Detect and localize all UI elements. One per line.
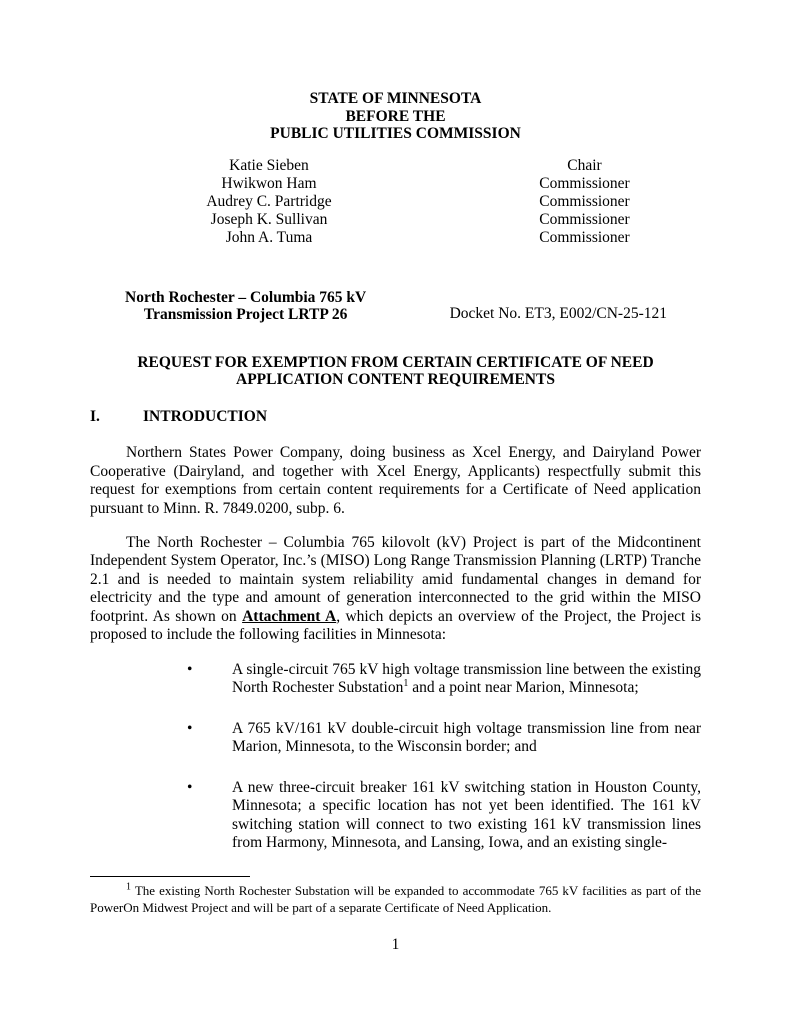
commissioner-name: Katie Sieben [229, 156, 309, 174]
paragraph-1: Northern States Power Company, doing business as Xcel Energy, and Dairyland Power Cooperative (Dairyland, and together with Xcel Energy, Applicants) respectfully submit this request for exemptions from certain content requirements for a Certificate of Need application pursuant to Minn. R. 7849.0200, subp. 6. [90, 444, 701, 517]
commissioner-name: John A. Tuma [225, 228, 313, 246]
header-line-before: BEFORE THE [345, 107, 446, 125]
section-heading-label: INTRODUCTION [143, 407, 268, 425]
commissioner-row [90, 229, 701, 247]
footnote-section [90, 876, 701, 916]
commissioner-title: Commissioner [539, 210, 630, 228]
footnote-separator-rule [90, 876, 250, 877]
bullet-gutter [90, 720, 187, 757]
commissioner-list [90, 157, 701, 247]
list-item [90, 779, 701, 853]
project-name [125, 289, 366, 324]
commissioner-row [90, 193, 701, 211]
bullet-icon: • [187, 719, 193, 737]
footnote-reference-marker: 1 [403, 677, 409, 689]
commissioner-title: Commissioner [539, 228, 630, 246]
section-number: I. [90, 407, 100, 425]
project-name-line2: Transmission Project LRTP 26 [143, 306, 348, 323]
bullet-text: A new three-circuit breaker 161 kV switching station in Houston County, Minnesota; a specific location has not yet been identified. The 161 kV switching station will connect to two existing 161 kV transmission lines from Harmony, Minnesota, and Lansing, Iowa, and an existing single- [232, 778, 701, 851]
document-title-line1: REQUEST FOR EXEMPTION FROM CERTAIN CERTIFICATE OF NEED [137, 353, 654, 371]
commissioner-name: Audrey C. Partridge [206, 192, 332, 210]
footnote-marker: 1 [126, 881, 131, 893]
list-item [90, 661, 701, 698]
commissioner-row [90, 175, 701, 193]
commissioner-row [90, 157, 701, 175]
commissioner-name: Hwikwon Ham [221, 174, 317, 192]
docket-number: Docket No. ET3, E002/CN-25-121 [449, 305, 667, 322]
commissioner-title: Chair [567, 156, 602, 174]
section-heading-introduction [90, 408, 701, 427]
commissioner-row [90, 211, 701, 229]
commissioner-title: Commissioner [539, 192, 630, 210]
header-line-commission: PUBLIC UTILITIES COMMISSION [270, 125, 521, 142]
attachment-a-reference: Attachment A [242, 607, 337, 625]
commissioner-name: Joseph K. Sullivan [210, 210, 328, 228]
bullet-text [232, 661, 701, 698]
header-line-state: STATE OF MINNESOTA [309, 90, 482, 107]
commissioner-title: Commissioner [539, 174, 630, 192]
document-title [90, 354, 701, 389]
page-number: 1 [391, 936, 400, 953]
facility-bullet-list [90, 661, 701, 853]
bullet-text-segment: A single-circuit 765 kV high voltage transmission line between the existing North Rochester Substation [232, 660, 701, 696]
docket-block [90, 289, 701, 324]
document-title-line2: APPLICATION CONTENT REQUIREMENTS [236, 371, 555, 388]
paragraph-2 [90, 534, 701, 645]
bullet-gutter [90, 779, 187, 853]
bullet-icon: • [187, 778, 193, 796]
paragraph-2-text-after: , which depicts an overview of the Project, the Project is proposed to include the following facilities in Minnesota: [90, 607, 702, 643]
bullet-icon: • [187, 660, 193, 678]
footnote-body: The existing North Rochester Substation will be expanded to accommodate 765 kV facilities as part of the PowerOn Midwest Project and will be part of a separate Certificate of Need Application. [90, 883, 701, 915]
project-name-line1: North Rochester – Columbia 765 kV [125, 288, 367, 306]
bullet-gutter [90, 661, 187, 698]
footnote-text [90, 883, 701, 916]
bullet-text-segment: and a point near Marion, Minnesota; [408, 679, 639, 696]
paragraph-2-text-before: The North Rochester – Columbia 765 kilovolt (kV) Project is part of the Midcontinent Independent System Operator, Inc.’s (MISO) Long Range Transmission Planning (LRTP) Tranche 2.1 and is needed to maintain system reliability amid fundamental changes in demand for electricity and the type and amount of generation interconnected to the grid within the MISO footprint. As shown on [90, 533, 701, 625]
document-header [90, 90, 701, 143]
bullet-text: A 765 kV/161 kV double-circuit high voltage transmission line from near Marion, Minnesota, to the Wisconsin border; and [232, 719, 701, 755]
list-item [90, 720, 701, 757]
